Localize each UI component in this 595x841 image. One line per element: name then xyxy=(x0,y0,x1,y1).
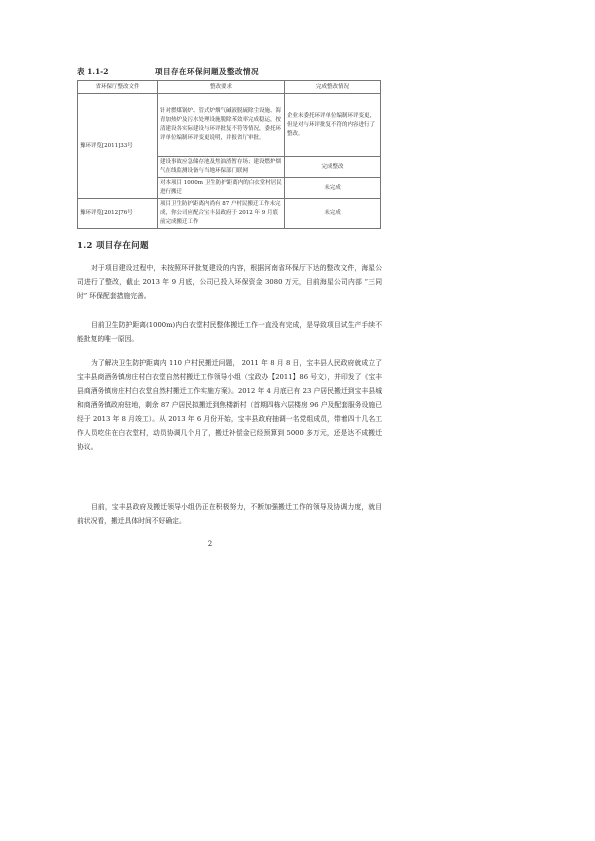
requirement-cell: 建设事故应急储存池及焦油渣暂存场；建设燃炉烟气在线监测设备与当地环保部门联网 xyxy=(158,157,285,178)
table-header-row xyxy=(78,81,381,94)
table-row xyxy=(78,199,381,229)
table-row xyxy=(78,94,381,157)
file-cell: 豫环评览[2012]76号 xyxy=(78,199,158,229)
page-number: 2 xyxy=(207,540,213,548)
paragraph-rectification: 对于项目建设过程中，未按照环评批复建设的内容，根据河南省环保厅下达的整改文件，海星公司进行了整改，截止 2013 年 9 月底，公司已投入环保资金 3080 万元，目前海星公司内部 “三同时” 环保配套措施完善。 xyxy=(77,263,382,300)
environmental-issues-table xyxy=(77,80,381,229)
requirement-cell: 对本项目 1000m 卫生防护距离内的白衣堂村居民进行搬迁 xyxy=(158,178,285,199)
table-title: 项目存在环保问题及整改情况 xyxy=(155,67,259,76)
header-completion-status: 完成整改情况 xyxy=(285,81,381,94)
section-heading: 1.2 项目存在问题 xyxy=(77,241,149,251)
status-cell: 企业未委托环评单位编制环评变更，但是对与环评批复不符的内容进行了整改。 xyxy=(285,94,381,157)
paragraph-relocation-status: 目前卫生防护距离(1000m)内白衣堂村民整体搬迁工作一直没有完成，是导致项目试生产手续不能批复的唯一原因。 xyxy=(77,320,382,343)
requirement-cell: 项目卫生防护距离内尚有 87 户村民搬迁工作未完成，你公司应配合宝丰县政府于 2012 年 9 月底前完成搬迁工作 xyxy=(158,199,285,229)
file-cell: 豫环评览[2011]33号 xyxy=(78,94,158,199)
paragraph-current-efforts: 目前，宝丰县政府及搬迁领导小组仍正在积极努力，不断加强搬迁工作的领导及协调力度，就目前状况看，搬迁具体时间不好确定。 xyxy=(77,502,382,525)
status-cell: 未完成 xyxy=(285,199,381,229)
status-cell: 未完成 xyxy=(285,178,381,199)
paragraph-relocation-history: 为了解决卫生防护距离内 110 户村民搬迁问题， 2011 年 8 月 8 日，宝丰县人民政府就成立了宝丰县商酒务镇房庄村白衣堂自然村搬迁工作领导小组（宝政办【2011】86 号文），并印发了《宝丰县商酒务镇房庄村白衣堂自然村搬迁工作实施方案》。2012 年 4 月底已有 23 户居民搬迁到宝丰县城和商酒务镇政府驻地，剩余 87 户居民拟搬迁到焦楼新村（首期四栋六层楼房 96 户及配套服务设施已经于 2013 年 8 月竣工）。从 2013 年 6 月份开始，宝丰县政府抽调一名党组成员，带着四十几名工作人员吃住在白衣堂村，动员协调几个月了，搬迁补偿金已经预算到 5000 多万元，还是达不成搬迁协议。 xyxy=(77,358,382,451)
header-rectification-requirement: 整改要求 xyxy=(158,81,285,94)
header-rectification-file: 省环保厅整改文件 xyxy=(78,81,158,94)
status-cell: 完成整改 xyxy=(285,157,381,178)
requirement-cell: 针对燃煤锅炉、管式炉烟气碱液脱硫除尘设施、海青加热炉及污水处理设施脱除苯效率完成稳运，按清建设各实际建设与环评批复不符等情况，委托环评单位编制环评变更说明，并报省厅审批。 xyxy=(158,94,285,157)
table-number: 表 1.1-2 xyxy=(77,67,109,76)
